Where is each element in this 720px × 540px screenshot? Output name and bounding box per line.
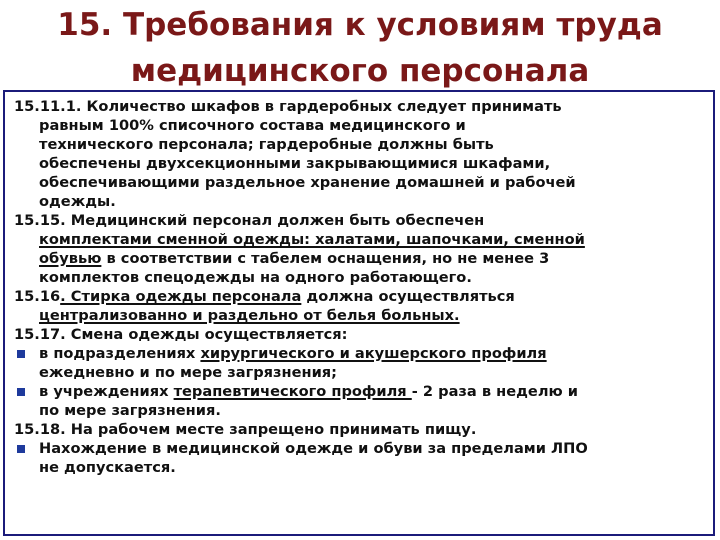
bullet-item bbox=[14, 344, 707, 363]
underlined-text: комплектами сменной одежды: халатами, шапочками, сменной bbox=[39, 231, 585, 248]
title-line-1: 15. Требования к условиям труда bbox=[57, 7, 663, 43]
content-box bbox=[3, 90, 715, 536]
text-line bbox=[14, 249, 707, 268]
text-line: обеспечены двухсекционными закрывающимися шкафами, bbox=[39, 155, 551, 172]
square-bullet-icon bbox=[17, 388, 25, 396]
underlined-text: хирургического и акушерского профиля bbox=[200, 345, 547, 362]
text-span: 15.16 bbox=[14, 288, 61, 305]
text-line: 15.11.1. Количество шкафов в гардеробных следует принимать bbox=[14, 98, 562, 115]
text-line bbox=[14, 287, 707, 306]
text-line bbox=[14, 230, 707, 249]
text-line: технического персонала; гардеробные должны быть bbox=[39, 136, 494, 153]
text-span: в соответствии с табелем оснащения, но не менее 3 bbox=[101, 250, 550, 267]
square-bullet-icon bbox=[17, 350, 25, 358]
text-line: 15.18. На рабочем месте запрещено принимать пищу. bbox=[14, 421, 477, 438]
bullet-item bbox=[14, 382, 707, 401]
text-line bbox=[14, 306, 707, 325]
underlined-text: . Стирка одежды персонала bbox=[60, 288, 302, 305]
slide-title bbox=[0, 2, 720, 94]
underlined-text: обувью bbox=[39, 250, 102, 267]
text-line: по мере загрязнения. bbox=[39, 402, 221, 419]
text-span: в подразделениях bbox=[39, 345, 201, 362]
underlined-text: централизованно и раздельно от белья больных. bbox=[39, 307, 460, 324]
bullet-item bbox=[14, 439, 707, 458]
text-line: не допускается. bbox=[39, 459, 176, 476]
text-line: обеспечивающими раздельное хранение домашней и рабочей bbox=[39, 174, 576, 191]
text-line: комплектов спецодежды на одного работающего. bbox=[39, 269, 472, 286]
text-span: - 2 раза в неделю и bbox=[411, 383, 579, 400]
text-span: должна осуществляться bbox=[301, 288, 515, 305]
text-line: равным 100% списочного состава медицинского и bbox=[39, 117, 466, 134]
text-span: Нахождение в медицинской одежде и обуви за пределами ЛПО bbox=[39, 440, 588, 457]
title-line-2: медицинского персонала bbox=[130, 53, 590, 89]
square-bullet-icon bbox=[17, 445, 25, 453]
text-line: одежды. bbox=[39, 193, 116, 210]
text-span: в учреждениях bbox=[39, 383, 174, 400]
underlined-text: терапевтического профиля bbox=[173, 383, 412, 400]
text-line: 15.15. Медицинский персонал должен быть обеспечен bbox=[14, 212, 485, 229]
text-line: ежедневно и по мере загрязнения; bbox=[39, 364, 338, 381]
text-line: 15.17. Смена одежды осуществляется: bbox=[14, 326, 348, 343]
